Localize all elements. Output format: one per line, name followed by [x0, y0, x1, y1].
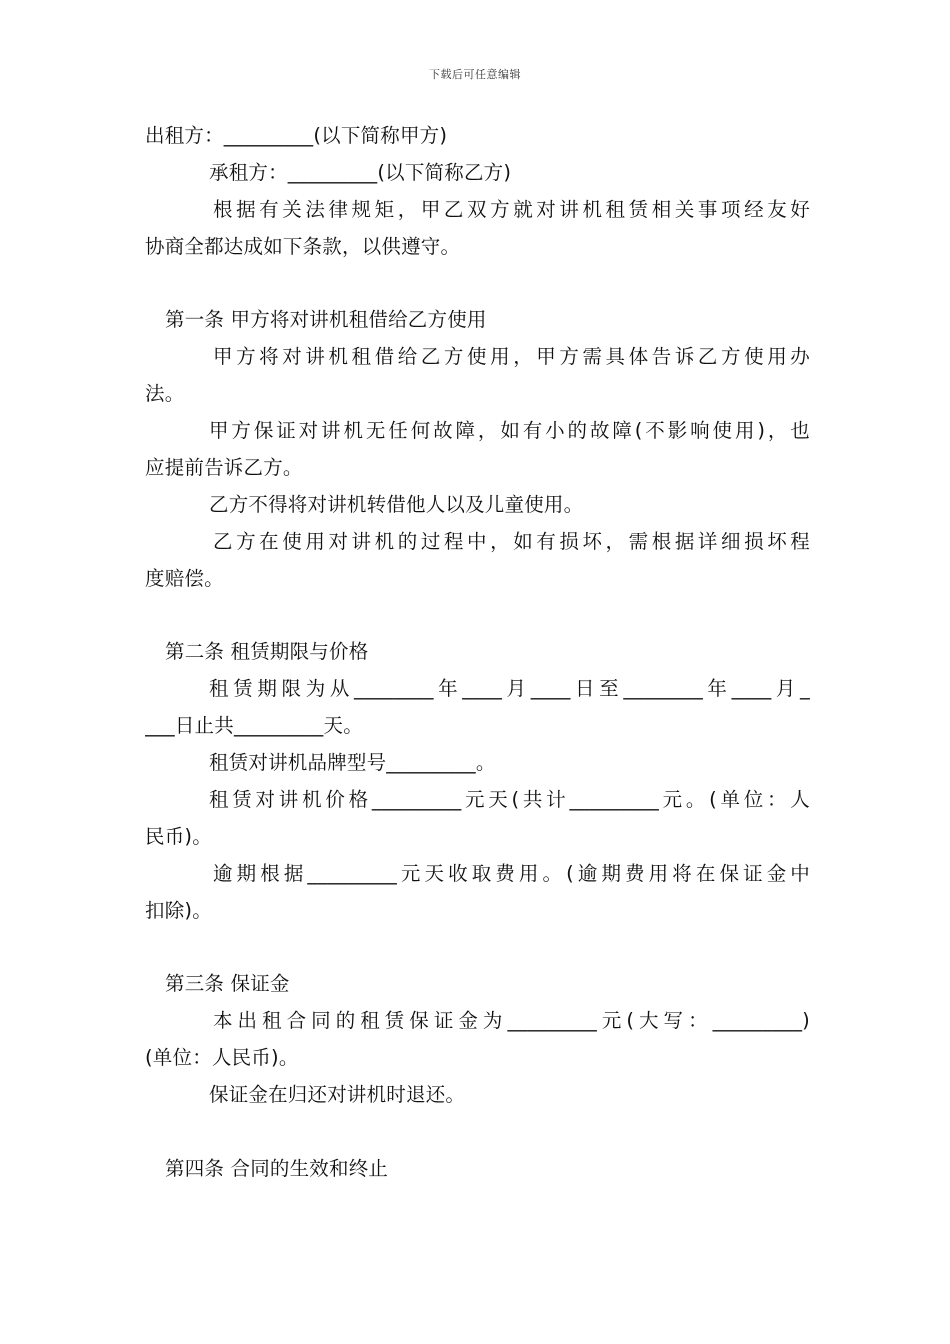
article-3-title: 第三条 保证金 — [165, 972, 290, 996]
article-3-para-1-line-2: (单位：人民币)。 — [145, 1046, 299, 1070]
page-header: 下载后可任意编辑 — [429, 68, 521, 81]
article-3-para-1-line-1: 本出租合同的租赁保证金为_________元(大写：_________) — [213, 1009, 810, 1033]
article-1-para-3: 乙方不得将对讲机转借他人以及儿童使用。 — [209, 492, 584, 516]
article-1-para-2-line-1: 甲方保证对讲机无任何故障，如有小的故障(不影响使用)，也 — [209, 419, 810, 443]
article-4-title: 第四条 合同的生效和终止 — [165, 1156, 389, 1180]
article-2-para-1-line-1: 租赁期限为从________年____月____日至________年____月_ — [209, 677, 810, 701]
article-1-para-2-line-2: 应提前告诉乙方。 — [145, 456, 303, 480]
article-2-para-1-line-2: ___日止共_________天。 — [145, 714, 363, 738]
lessee-line: 承租方：_________(以下简称乙方) — [209, 160, 512, 184]
article-1-para-4-line-1: 乙方在使用对讲机的过程中，如有损坏，需根据详细损坏程 — [213, 529, 810, 553]
lessor-line: 出租方：_________(以下简称甲方) — [145, 124, 448, 147]
article-2-para-4-line-1: 逾期根据_________元天收取费用。(逾期费用将在保证金中 — [213, 861, 810, 885]
article-1-title: 第一条 甲方将对讲机租借给乙方使用 — [165, 308, 487, 332]
spacer — [145, 1114, 810, 1151]
article-2-para-3-line-2: 民币)。 — [145, 824, 212, 848]
spacer — [145, 598, 810, 635]
article-1-para-1-line-1: 甲方将对讲机租借给乙方使用，甲方需具体告诉乙方使用办 — [213, 345, 810, 369]
intro-paragraph-line-1: 根据有关法律规矩，甲乙双方就对讲机租赁相关事项经友好 — [213, 197, 810, 221]
article-1-para-4-line-2: 度赔偿。 — [145, 566, 224, 590]
intro-paragraph-line-2: 协商全都达成如下条款，以供遵守。 — [145, 234, 461, 258]
article-3-para-2: 保证金在归还对讲机时退还。 — [209, 1083, 466, 1107]
spacer — [145, 930, 810, 967]
contract-body — [145, 118, 810, 1188]
article-2-title: 第二条 租赁期限与价格 — [165, 640, 369, 664]
article-2-para-2: 租赁对讲机品牌型号_________。 — [209, 751, 496, 775]
article-2-para-4-line-2: 扣除)。 — [145, 898, 212, 922]
article-2-para-3-line-1: 租赁对讲机价格_________元天(共计_________元。(单位：人 — [209, 788, 810, 812]
spacer — [145, 266, 810, 303]
article-1-para-1-line-2: 法。 — [145, 382, 185, 406]
